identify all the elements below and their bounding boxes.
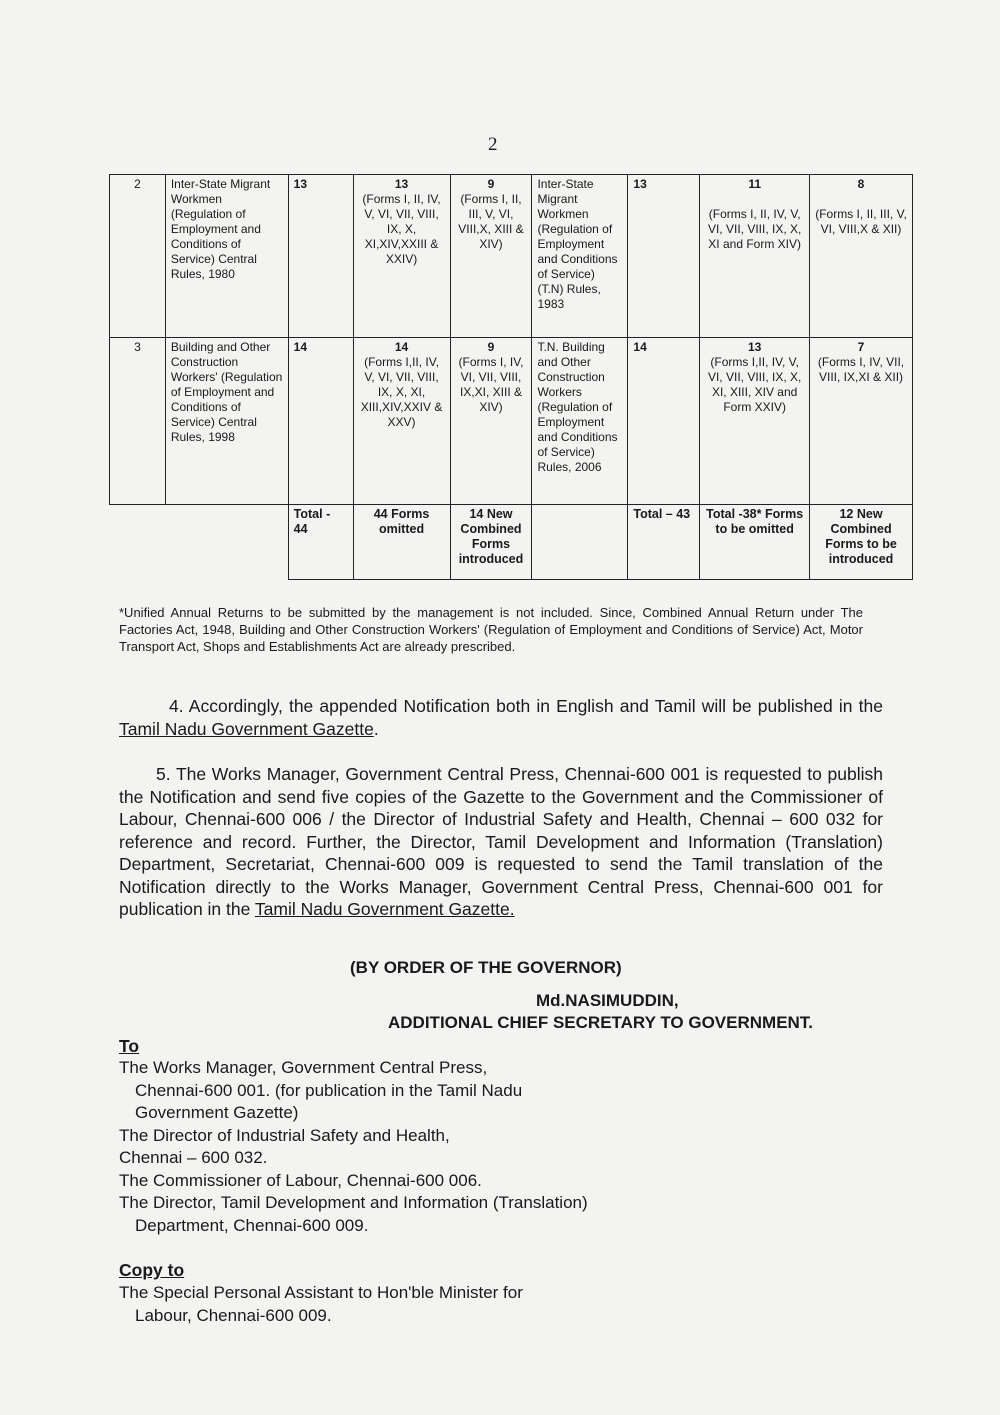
central-forms-count: 14	[288, 338, 353, 505]
copy-to-heading: Copy to	[119, 1260, 185, 1280]
gazette-reference: Tamil Nadu Government Gazette.	[254, 899, 515, 919]
signatory-name: Md.NASIMUDDIN,	[536, 991, 679, 1010]
state-total: Total – 43	[628, 505, 700, 580]
central-omitted-list: (Forms I, II, IV, V, VI, VII, VIII, IX, X, XI,XIV,XXIII & XXIV)	[362, 192, 441, 266]
state-rule-total-blank	[532, 505, 628, 580]
state-forms-count: 13	[628, 175, 700, 338]
state-rule-name: Inter-State Migrant Workmen (Regulation of Employment and Conditions of Service) (T.N) Rules, 1983	[532, 175, 628, 338]
state-new-count: 8	[857, 177, 865, 191]
state-new-list: (Forms I, II, III, V, VI, VIII,X & XII)	[815, 207, 907, 236]
address-line: Chennai-600 001. (for publication in the Tamil Nadu	[135, 1080, 523, 1100]
central-omitted-cell	[353, 338, 450, 505]
state-omitted-count: 13	[747, 340, 762, 354]
table-row	[110, 338, 913, 505]
central-omitted-count: 13	[394, 177, 409, 191]
central-new-list: (Forms I, IV, VI, VII, VIII, IX,XI, XIII & XIV)	[458, 355, 524, 414]
central-omitted-cell	[353, 175, 450, 338]
address-line: The Works Manager, Government Central Press,	[119, 1058, 488, 1077]
page-number: 2	[488, 134, 498, 155]
signatory-title: ADDITIONAL CHIEF SECRETARY TO GOVERNMENT.	[388, 1013, 814, 1032]
central-omitted-total: 44 Forms omitted	[353, 505, 450, 580]
serial-number: 3	[110, 338, 166, 505]
central-new-count: 9	[487, 340, 495, 354]
address-line: Chennai – 600 032.	[119, 1148, 268, 1167]
paragraph-4-text: 4. Accordingly, the appended Notification both in English and Tamil will be published in the	[169, 696, 883, 716]
footnote: *Unified Annual Returns to be submitted by the management is not included. Since, Combined Annual Return under The Factories Act, 1948, Building and Other Construction Workers' (Regulation of Employment and Conditions of Service) Act, Motor Transport Act, Shops and Establishments Act are already prescribed.	[119, 605, 863, 654]
central-omitted-count: 14	[394, 340, 409, 354]
forms-comparison-table	[109, 174, 913, 580]
state-new-cell	[810, 175, 913, 338]
central-new-list: (Forms I, II, III, V, VI, VIII,X, XIII & XIV)	[458, 192, 524, 251]
central-new-count: 9	[487, 177, 495, 191]
central-forms-count: 13	[288, 175, 353, 338]
paragraph-5	[119, 763, 883, 921]
address-line: Department, Chennai-600 009.	[135, 1215, 369, 1235]
serial-number: 2	[110, 175, 166, 338]
state-new-list: (Forms I, IV, VII, VIII, IX,XI & XII)	[817, 355, 905, 384]
central-new-total: 14 New Combined Forms introduced	[450, 505, 532, 580]
state-omitted-cell	[700, 338, 810, 505]
state-omitted-list: (Forms I, II, IV, V, VI, VII, VIII, IX, X, XI and Form XIV)	[707, 207, 802, 251]
central-new-cell	[450, 338, 532, 505]
address-line: The Special Personal Assistant to Hon'ble Minister for	[119, 1283, 523, 1302]
central-new-cell	[450, 175, 532, 338]
totals-row	[110, 505, 913, 580]
copy-to-list	[119, 1282, 819, 1327]
address-line: The Commissioner of Labour, Chennai-600 006.	[119, 1170, 482, 1190]
paragraph-5-text: 5. The Works Manager, Government Central Press, Chennai-600 001 is requested to publish the Notification and send five copies of the Gazette to the Government and the Commissioner of Labour, Chennai-600 006 / the Director of Industrial Safety and Health, Chennai – 600 032 for reference and record. Further, the Director, Tamil Development and Information (Translation) Department, Secretariat, Chennai-600 009 is requested to send the Tamil translation of the Notification directly to the Works Manager, Government Central Press, Chennai-600 001 for publication in the	[119, 764, 883, 919]
state-new-cell	[810, 338, 913, 505]
address-line: Labour, Chennai-600 009.	[135, 1305, 332, 1325]
state-omitted-cell	[700, 175, 810, 338]
address-line: Government Gazette)	[135, 1103, 299, 1122]
paragraph-4: 4. Accordingly, the appended Notification both in English and Tamil will be published in the Tamil Nadu Government Gazette.	[119, 696, 883, 739]
state-omitted-total: Total -38* Forms to be omitted	[700, 505, 810, 580]
state-rule-name: T.N. Building and Other Construction Workers (Regulation of Employment and Conditions of Service) Rules, 2006	[532, 338, 628, 505]
central-total: Total - 44	[288, 505, 353, 580]
gazette-reference: Tamil Nadu Government Gazette	[119, 718, 374, 739]
address-line: The Director of Industrial Safety and Health,	[119, 1125, 450, 1145]
central-rule-name: Inter-State Migrant Workmen (Regulation of Employment and Conditions of Service) Central Rules, 1980	[165, 175, 288, 338]
table-row	[110, 175, 913, 338]
state-omitted-count: 11	[748, 177, 761, 191]
state-omitted-list: (Forms I,II, IV, V, VI, VII, VIII, IX, X, XI, XIII, XIV and Form XXIV)	[707, 355, 802, 414]
to-address-list	[119, 1057, 819, 1237]
central-omitted-list: (Forms I,II, IV, V, VI, VII, VIII, IX, X, XI, XIII,XIV,XXIV & XXV)	[360, 355, 443, 429]
state-forms-count: 14	[628, 338, 700, 505]
order-line: (BY ORDER OF THE GOVERNOR)	[350, 958, 622, 977]
central-rule-name: Building and Other Construction Workers' (Regulation of Employment and Conditions of Service) Central Rules, 1998	[165, 338, 288, 505]
address-line: The Director, Tamil Development and Information (Translation)	[119, 1193, 588, 1212]
state-new-total: 12 New Combined Forms to be introduced	[810, 505, 913, 580]
state-new-count: 7	[857, 340, 865, 354]
to-heading: To	[119, 1036, 140, 1056]
